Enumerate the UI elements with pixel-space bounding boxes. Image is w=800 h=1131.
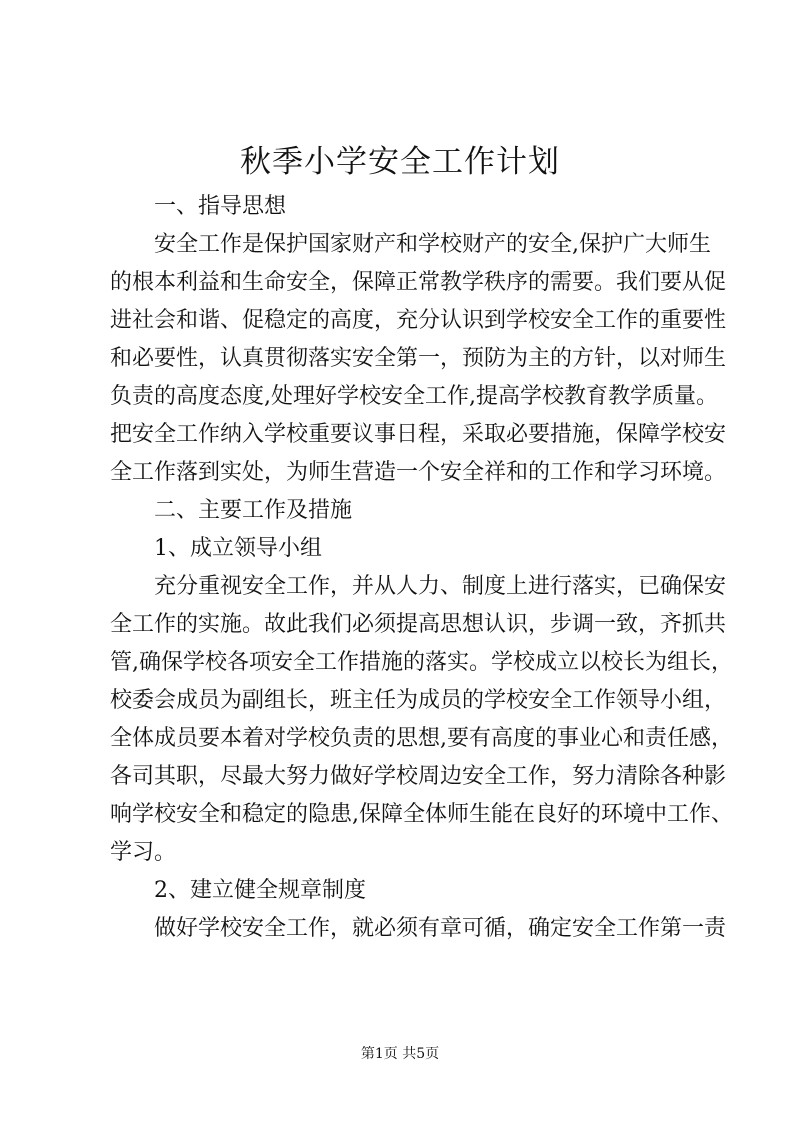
paragraph-line: 安全工作是保护国家财产和学校财产的安全,保护广大师生 bbox=[154, 232, 711, 257]
paragraph-line: 的根本利益和生命安全，保障正常教学秩序的需要。我们要从促 bbox=[110, 270, 727, 295]
paragraph-line: 校委会成员为副组长，班主任为成员的学校安全工作领导小组， bbox=[110, 688, 727, 713]
paragraph-line: 管,确保学校各项安全工作措施的落实。学校成立以校长为组长， bbox=[110, 650, 733, 675]
subsection-heading: 1、成立领导小组 bbox=[154, 536, 322, 561]
paragraph-line: 各司其职，尽最大努力做好学校周边安全工作，努力清除各种影 bbox=[110, 764, 727, 789]
subsection-heading: 2、建立健全规章制度 bbox=[154, 878, 366, 903]
paragraph-line: 负责的高度态度,处理好学校安全工作,提高学校教育教学质量。 bbox=[110, 384, 718, 409]
section-heading: 一、指导思想 bbox=[154, 194, 287, 219]
paragraph-line: 充分重视安全工作，并从人力、制度上进行落实，已确保安 bbox=[154, 574, 727, 599]
paragraph-line: 学习。 bbox=[110, 840, 177, 865]
page-number-footer: 第1页 共5页 bbox=[360, 1046, 440, 1062]
paragraph-line: 做好学校安全工作，就必须有章可循，确定安全工作第一责 bbox=[154, 916, 727, 941]
paragraph-line: 和必要性，认真贯彻落实安全第一，预防为主的方针，以对师生 bbox=[110, 346, 727, 371]
paragraph-line: 把安全工作纳入学校重要议事日程，采取必要措施，保障学校安 bbox=[110, 422, 727, 447]
document-body bbox=[110, 188, 733, 948]
paragraph-line: 全工作落到实处，为师生营造一个安全祥和的工作和学习环境。 bbox=[110, 460, 727, 485]
section-heading: 二、主要工作及措施 bbox=[154, 498, 353, 523]
paragraph-line: 进社会和谐、促稳定的高度，充分认识到学校安全工作的重要性 bbox=[110, 308, 727, 333]
paragraph-line: 全体成员要本着对学校负责的思想,要有高度的事业心和责任感， bbox=[110, 726, 733, 751]
paragraph-line: 全工作的实施。故此我们必须提高思想认识，步调一致，齐抓共 bbox=[110, 612, 727, 637]
page-title: 秋季小学安全工作计划 bbox=[240, 144, 560, 180]
paragraph-line: 响学校安全和稳定的隐患,保障全体师生能在良好的环境中工作、 bbox=[110, 802, 733, 827]
